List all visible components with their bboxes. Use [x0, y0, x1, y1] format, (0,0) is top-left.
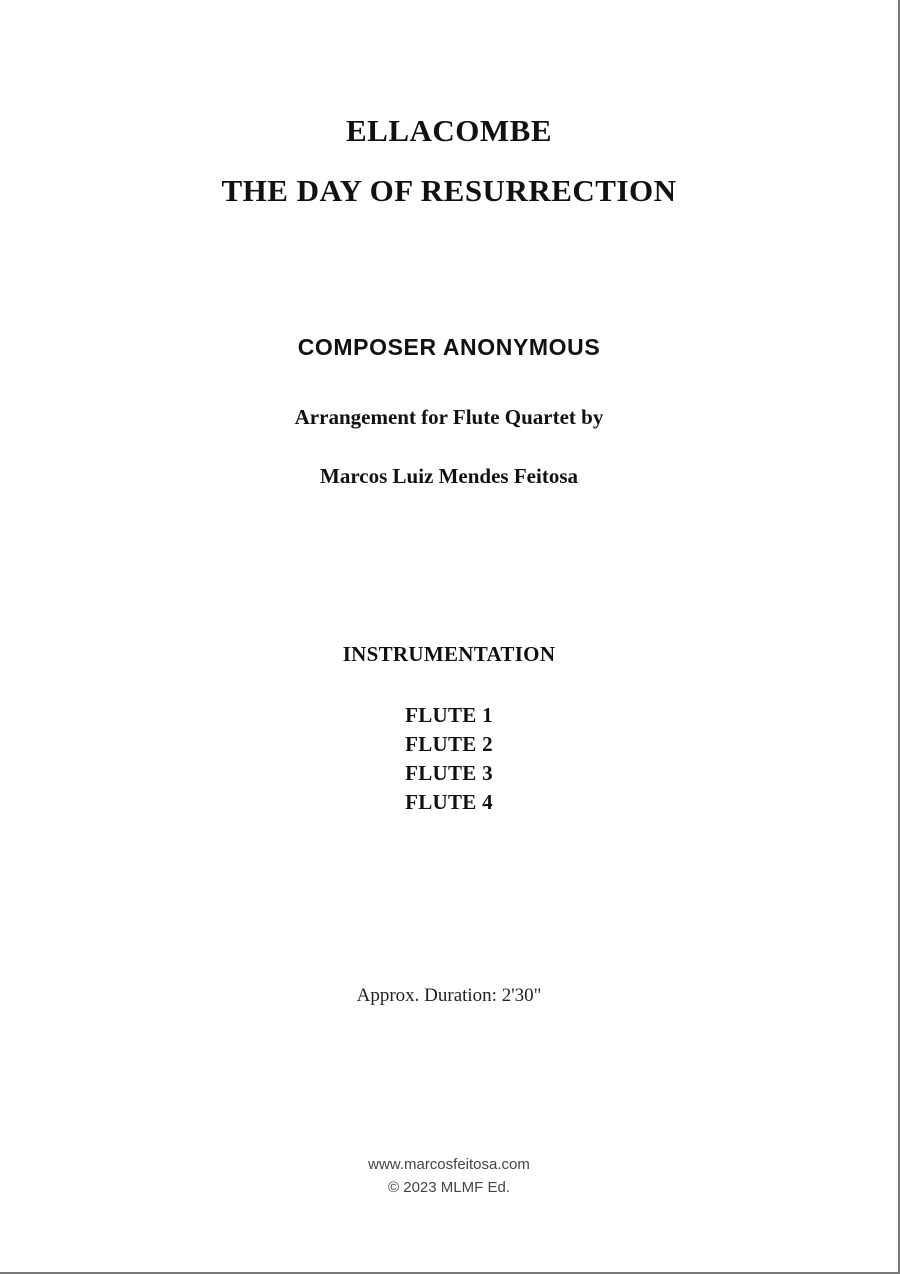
approx-duration: Approx. Duration: 2'30" — [356, 985, 542, 1006]
instrument-item: FLUTE 4 — [405, 790, 493, 814]
arrangement-description: Arrangement for Flute Quartet by — [294, 405, 604, 429]
instrumentation-heading: INSTRUMENTATION — [342, 642, 556, 666]
website-text: www.marcosfeitosa.com — [368, 1156, 530, 1173]
copyright-notice: © 2023 MLMF Ed. — [388, 1179, 510, 1196]
instrument-item: FLUTE 2 — [405, 732, 493, 756]
composer-credit: COMPOSER ANONYMOUS — [297, 334, 601, 360]
instrument-item: FLUTE 1 — [405, 703, 493, 727]
instrument-item: FLUTE 3 — [405, 761, 493, 785]
title-line-2: THE DAY OF RESURRECTION — [221, 173, 677, 208]
arranger-name: Marcos Luiz Mendes Feitosa — [320, 464, 578, 488]
title-line-1: ELLACOMBE — [345, 113, 553, 148]
instrument-list — [0, 701, 898, 817]
